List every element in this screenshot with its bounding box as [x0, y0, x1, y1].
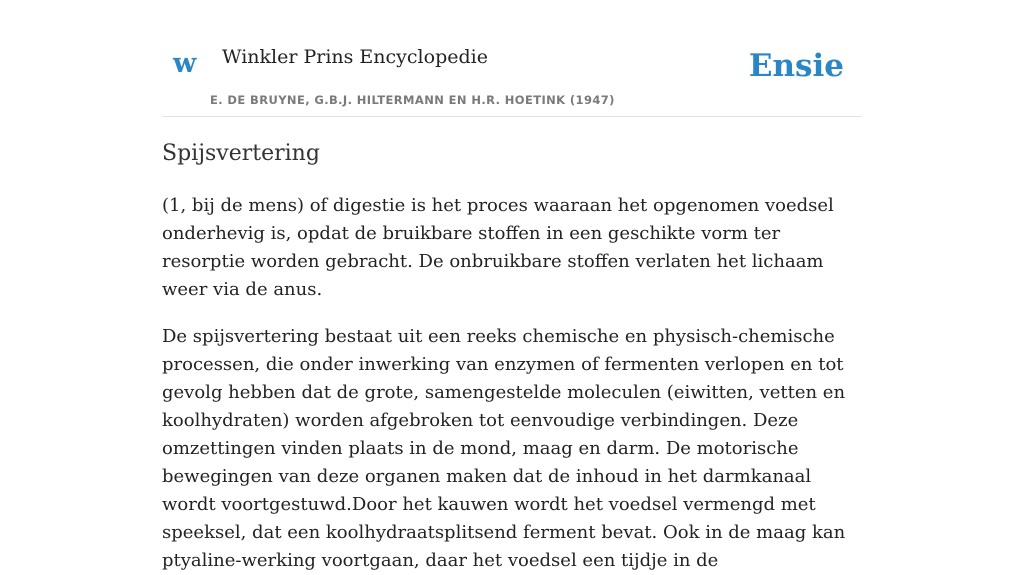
winkler-prins-logo[interactable]: w [173, 48, 197, 79]
article [162, 116, 862, 575]
article-paragraph: De spijsvertering bestaat uit een reeks chemische en physisch-chemische processen, die onder inwerking van enzymen of fermenten verlopen en tot gevolg hebben dat de grote, samengestelde moleculen (eiwitten, vetten en koolhydraten) worden afgebroken tot eenvoudige verbindingen. Deze omzettingen vinden plaats in de mond, maag en darm. De motorische bewegingen van deze organen maken dat de inhoud in het darmkanaal wordt voortgestuwd.Door het kauwen wordt het voedsel vermengd met speeksel, dat een koolhydraatsplitsend ferment bevat. Ook in de maag kan ptyaline-werking voortgaan, daar het voedsel een tijdje in de [162, 326, 846, 571]
ensie-logo[interactable]: Ensie [748, 48, 844, 84]
article-paragraph: (1, bij de mens) of digestie is het proces waaraan het opgenomen voedsel onderhevig is, opdat de bruikbare stoffen in een geschikte vorm ter resorptie worden gebracht. De onbruikbare stoffen verlaten het lichaam weer via de anus. [162, 195, 834, 300]
article-headword: Spijsvertering [162, 141, 320, 166]
page-header [162, 0, 862, 117]
book-authors: E. DE BRUYNE, G.B.J. HILTERMANN EN H.R. HOETINK (1947) [210, 93, 615, 107]
book-title: Winkler Prins Encyclopedie [222, 46, 488, 68]
